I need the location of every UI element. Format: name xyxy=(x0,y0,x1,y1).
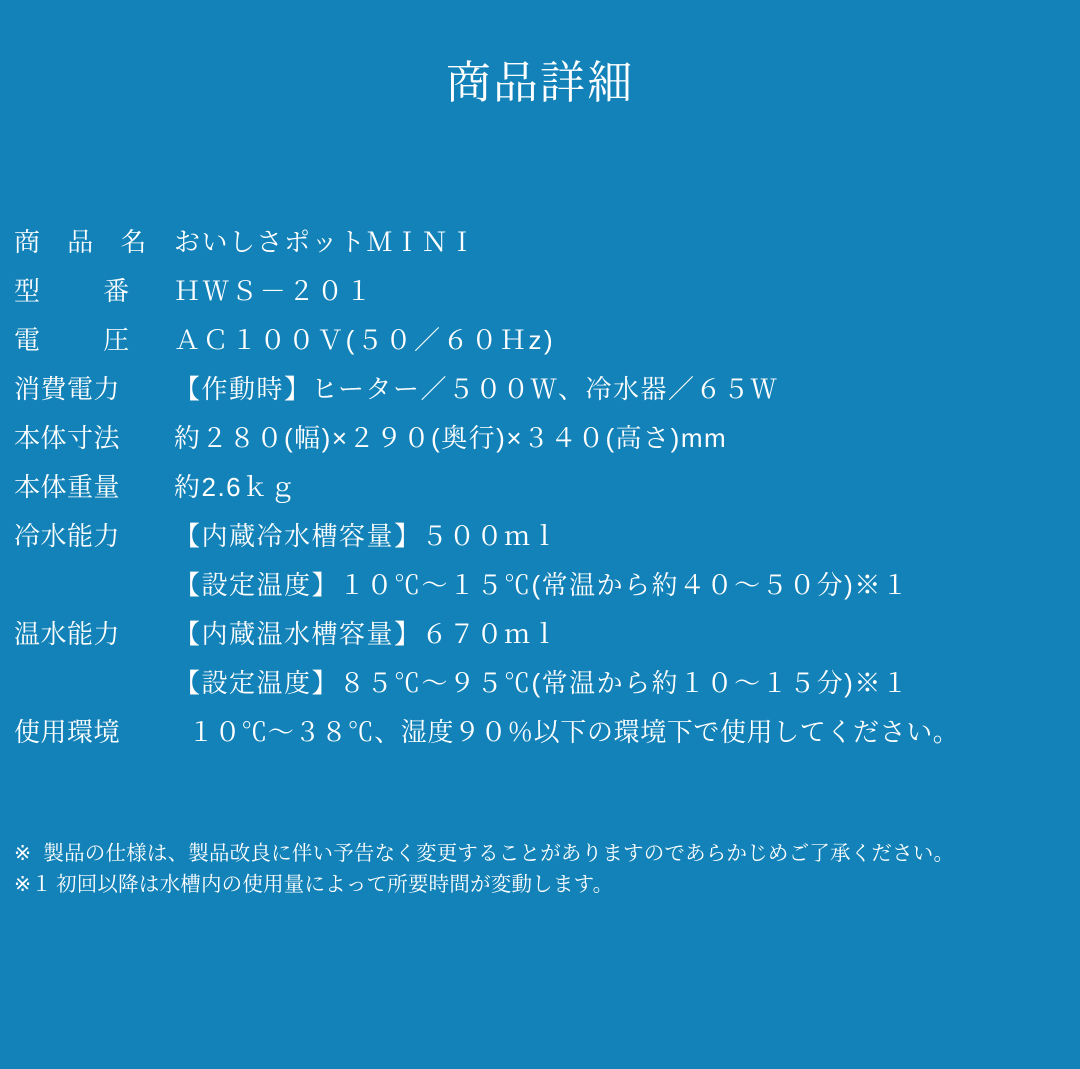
footnote-mark: ※ xyxy=(14,842,32,865)
spec-label: 本体寸法 xyxy=(14,423,121,453)
table-row xyxy=(14,659,1044,708)
spec-value: おいしさポットＭＩＮＩ xyxy=(174,227,477,257)
spec-label: 電 圧 xyxy=(14,325,140,355)
spec-label: 温水能力 xyxy=(14,619,121,649)
footnote-text: 初回以降は水槽内の使用量によって所要時間が変動します。 xyxy=(56,873,614,896)
spec-value: 【内蔵冷水槽容量】５００ｍｌ xyxy=(174,521,560,551)
footnote xyxy=(14,869,1049,900)
page-title: 商品詳細 xyxy=(445,57,634,108)
table-row xyxy=(14,316,1044,365)
footnote xyxy=(14,838,1049,869)
table-row xyxy=(14,414,1044,463)
table-row xyxy=(14,610,1044,659)
footnote-mark: ※１ xyxy=(14,873,53,896)
table-row xyxy=(14,708,1044,757)
spec-label: 本体重量 xyxy=(14,472,121,502)
table-row xyxy=(14,512,1044,561)
spec-value: 【設定温度】１０℃〜１５℃(常温から約４０〜５０分)※１ xyxy=(174,570,910,600)
spec-value: 【作動時】ヒーター／５００Ｗ、冷水器／６５Ｗ xyxy=(174,374,778,404)
table-row xyxy=(14,218,1044,267)
spec-value: ＨＷＳ－２０１ xyxy=(174,276,375,306)
table-row xyxy=(14,267,1044,316)
spec-label: 商 品 名 xyxy=(14,227,157,257)
spec-label: 消費電力 xyxy=(14,374,121,404)
spec-label: 使用環境 xyxy=(14,717,121,747)
footnote-text: 製品の仕様は、製品改良に伴い予告なく変更することがありますのであらかじめご了承ください。 xyxy=(43,842,955,865)
spec-value: 【設定温度】８５℃〜９５℃(常温から約１０〜１５分)※１ xyxy=(174,668,910,698)
spec-value: 約２８０(幅)×２９０(奥行)×３４０(高さ)mm xyxy=(174,423,728,453)
specification-table xyxy=(14,218,1044,757)
spec-label: 冷水能力 xyxy=(14,521,121,551)
spec-value: １０℃〜３８℃、湿度９０％以下の環境下で使用してください。 xyxy=(188,717,960,747)
table-row xyxy=(14,365,1044,414)
spec-value: 約2.6ｋｇ xyxy=(174,472,298,502)
spec-label: 型 番 xyxy=(14,276,140,306)
footnotes xyxy=(14,838,1049,900)
spec-value: ＡＣ１００Ｖ(５０／６０Ｈz) xyxy=(174,325,556,355)
table-row xyxy=(14,561,1044,610)
table-row xyxy=(14,463,1044,512)
spec-value: 【内蔵温水槽容量】６７０ｍｌ xyxy=(174,619,560,649)
